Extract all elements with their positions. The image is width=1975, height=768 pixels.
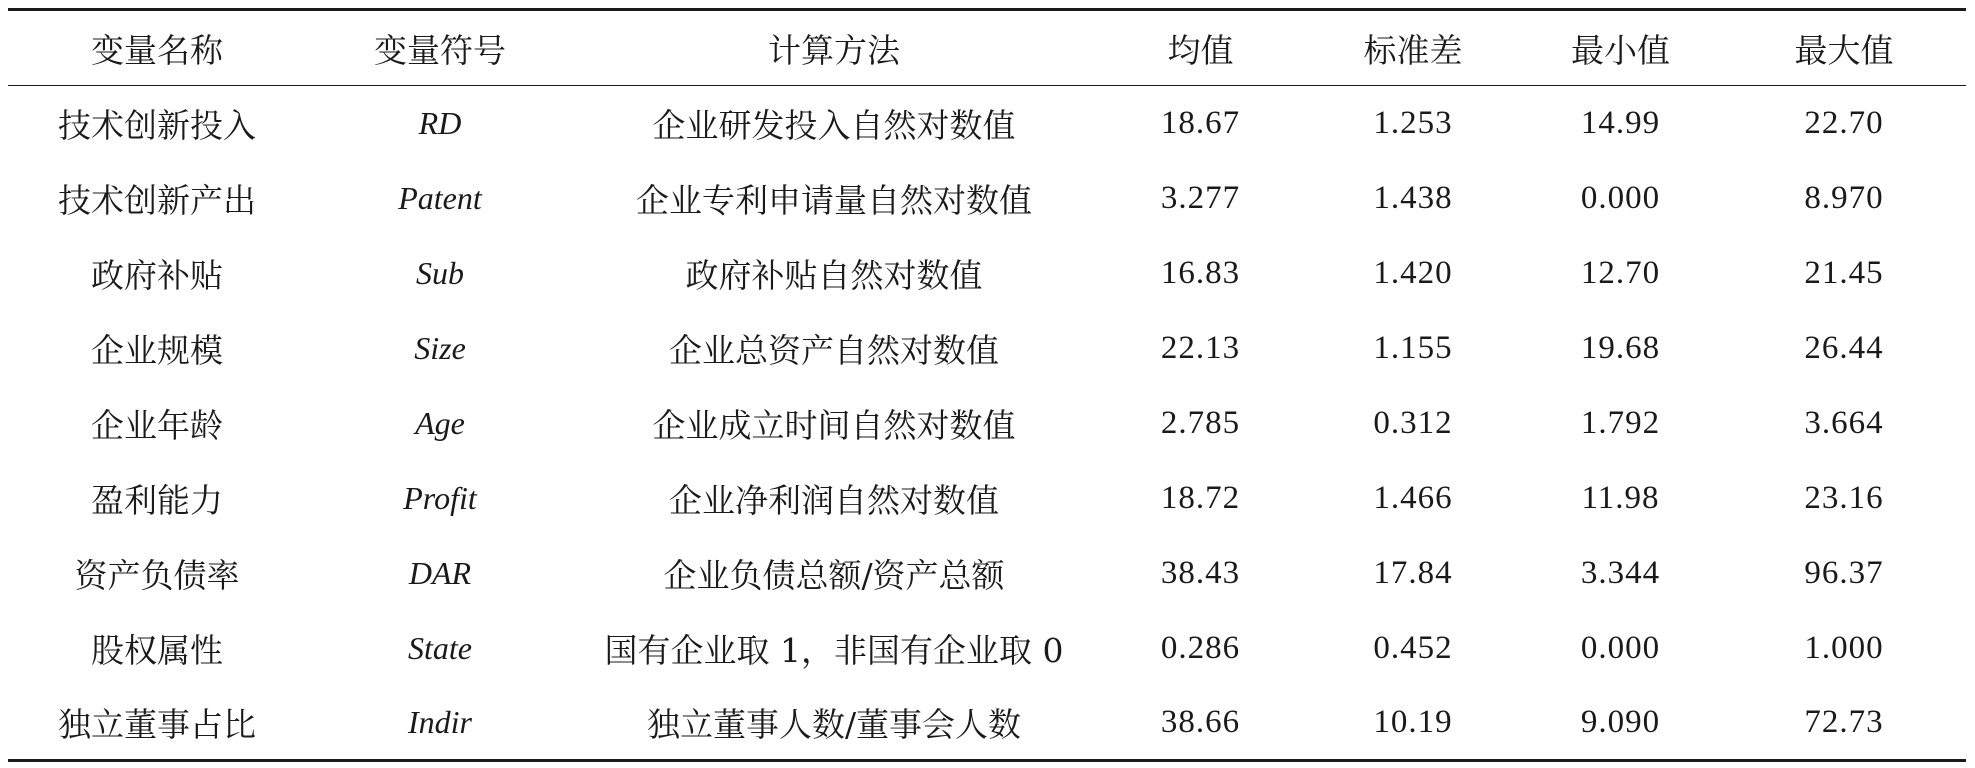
cell-calculation-method: 企业成立时间自然对数值 <box>652 405 1016 445</box>
cell-mean: 2.785 <box>1160 404 1241 441</box>
cell-variable-name: 技术创新投入 <box>58 105 256 145</box>
cell-max: 1.000 <box>1804 629 1884 666</box>
table-row <box>8 536 1966 611</box>
cell-calculation-method: 企业专利申请量自然对数值 <box>636 180 1032 220</box>
cell-calculation-method: 企业净利润自然对数值 <box>669 480 999 520</box>
cell-variable-name: 政府补贴 <box>91 255 223 295</box>
cell-calculation-method: 政府补贴自然对数值 <box>685 255 983 295</box>
cell-variable-symbol: Profit <box>403 479 477 516</box>
cell-min: 3.344 <box>1580 554 1661 591</box>
table-header <box>8 10 1966 86</box>
cell-std-dev: 1.155 <box>1373 329 1453 366</box>
cell-std-dev: 10.19 <box>1373 703 1453 740</box>
header-variable-symbol: 变量符号 <box>374 30 506 70</box>
cell-variable-symbol: DAR <box>408 554 472 591</box>
cell-std-dev: 0.452 <box>1373 629 1453 666</box>
header-calculation-method: 计算方法 <box>768 30 900 70</box>
cell-variable-symbol: RD <box>418 104 462 141</box>
table-row <box>8 611 1966 686</box>
cell-min: 1.792 <box>1580 404 1661 441</box>
cell-std-dev: 1.438 <box>1373 179 1453 216</box>
cell-std-dev: 1.253 <box>1373 104 1453 141</box>
cell-max: 21.45 <box>1804 254 1884 291</box>
cell-mean: 16.83 <box>1160 254 1241 291</box>
cell-variable-symbol: Size <box>414 329 466 366</box>
descriptive-statistics-table-wrap <box>8 8 1966 762</box>
cell-calculation-method: 企业总资产自然对数值 <box>669 330 999 370</box>
table-row <box>8 311 1966 386</box>
cell-std-dev: 17.84 <box>1373 554 1453 591</box>
cell-mean: 22.13 <box>1160 329 1241 366</box>
cell-min: 11.98 <box>1581 479 1660 516</box>
header-variable-name: 变量名称 <box>91 30 223 70</box>
cell-std-dev: 1.420 <box>1373 254 1453 291</box>
cell-std-dev: 1.466 <box>1373 479 1453 516</box>
cell-mean: 0.286 <box>1160 629 1241 666</box>
cell-max: 23.16 <box>1804 479 1884 516</box>
table-row <box>8 86 1966 161</box>
cell-variable-symbol: Patent <box>398 179 482 216</box>
cell-min: 12.70 <box>1580 254 1661 291</box>
cell-mean: 38.43 <box>1160 554 1241 591</box>
cell-calculation-method: 国有企业取 1，非国有企业取 0 <box>604 630 1064 670</box>
table-body <box>8 86 1966 761</box>
cell-variable-name: 独立董事占比 <box>58 704 256 744</box>
table-row <box>8 161 1966 236</box>
header-row <box>8 10 1966 86</box>
cell-mean: 18.72 <box>1160 479 1241 516</box>
cell-mean: 18.67 <box>1160 104 1241 141</box>
cell-variable-name: 盈利能力 <box>91 480 223 520</box>
cell-std-dev: 0.312 <box>1373 404 1453 441</box>
cell-variable-symbol: Sub <box>416 254 464 291</box>
cell-mean: 38.66 <box>1160 703 1241 740</box>
table-row <box>8 236 1966 311</box>
cell-min: 0.000 <box>1580 179 1661 216</box>
cell-variable-name: 企业年龄 <box>91 405 223 445</box>
header-min: 最小值 <box>1571 30 1670 70</box>
cell-max: 26.44 <box>1804 329 1884 366</box>
cell-min: 0.000 <box>1580 629 1661 666</box>
cell-min: 19.68 <box>1580 329 1661 366</box>
table-row <box>8 386 1966 461</box>
cell-variable-symbol: Indir <box>408 703 472 740</box>
descriptive-statistics-table <box>8 8 1966 762</box>
header-max: 最大值 <box>1794 30 1894 70</box>
cell-max: 3.664 <box>1804 404 1884 441</box>
header-mean: 均值 <box>1167 30 1234 70</box>
cell-variable-name: 企业规模 <box>91 330 223 370</box>
cell-variable-name: 技术创新产出 <box>58 180 256 220</box>
cell-variable-name: 股权属性 <box>91 630 223 670</box>
table-row <box>8 686 1966 761</box>
cell-variable-name: 资产负债率 <box>74 555 240 595</box>
cell-min: 9.090 <box>1580 703 1661 740</box>
cell-max: 72.73 <box>1804 703 1884 740</box>
cell-max: 8.970 <box>1804 179 1884 216</box>
cell-variable-symbol: State <box>408 629 472 666</box>
cell-mean: 3.277 <box>1160 179 1241 216</box>
table-row <box>8 461 1966 536</box>
cell-min: 14.99 <box>1580 104 1661 141</box>
cell-calculation-method: 企业研发投入自然对数值 <box>652 105 1016 145</box>
cell-variable-symbol: Age <box>415 404 465 441</box>
cell-calculation-method: 独立董事人数/董事会人数 <box>646 704 1022 744</box>
cell-calculation-method: 企业负债总额/资产总额 <box>663 555 1005 595</box>
cell-max: 22.70 <box>1804 104 1884 141</box>
cell-max: 96.37 <box>1804 554 1884 591</box>
header-std-dev: 标准差 <box>1363 30 1463 70</box>
